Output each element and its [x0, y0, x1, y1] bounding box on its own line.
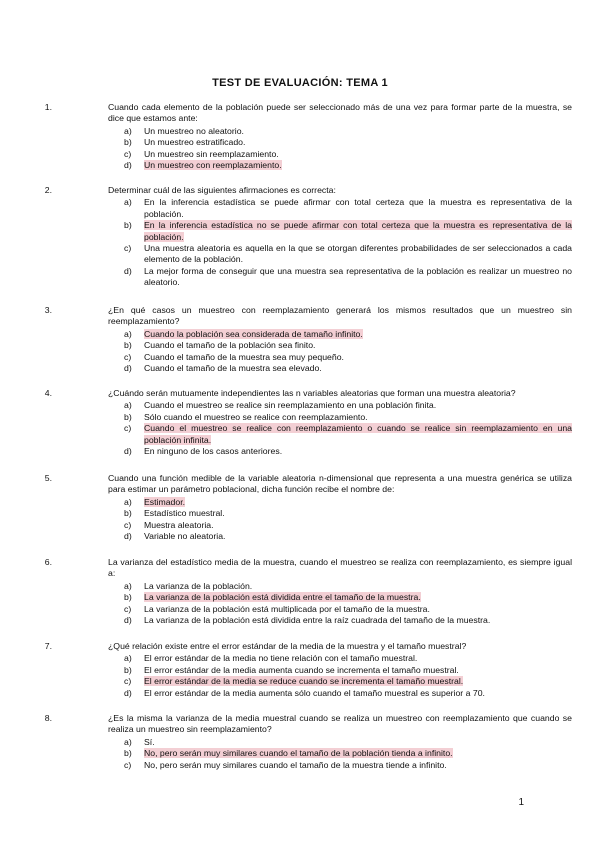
correct-answer-text: No, pero serán muy similares cuando el tamaño de la población tienda a infinito.	[144, 748, 453, 759]
option-letter: c)	[124, 676, 132, 687]
question-text: ¿Qué relación existe entre el error estándar de la media de la muestra y el tamaño muestral?	[108, 641, 467, 651]
question-number: 4.	[44, 388, 52, 398]
answer-option	[124, 329, 572, 340]
question-number: 6.	[44, 557, 52, 567]
option-text: Sí.	[144, 736, 155, 747]
option-letter: c)	[124, 423, 132, 434]
answer-option	[124, 520, 572, 531]
option-text: Sólo cuando el muestreo se realice con reemplazamiento.	[144, 411, 368, 422]
option-letter: b)	[124, 748, 132, 759]
answer-option	[124, 748, 572, 759]
option-letter: c)	[124, 759, 132, 770]
option-text: Cuando el tamaño de la muestra sea muy pequeño.	[144, 351, 344, 362]
options-list	[124, 737, 572, 771]
answer-option	[124, 653, 572, 664]
option-letter: d)	[124, 615, 132, 626]
option-letter: d)	[124, 160, 132, 171]
answer-option	[124, 400, 572, 411]
option-letter: a)	[124, 580, 132, 591]
option-letter: b)	[124, 592, 132, 603]
correct-answer-text: En la inferencia estadística no se puede afirmar con total certeza que la muestra es representativa de la población.	[144, 220, 572, 242]
option-text: En la inferencia estadística se puede afirmar con total certeza que la muestra es representativa de la población.	[144, 197, 572, 219]
answer-option	[124, 508, 572, 519]
answer-option	[124, 688, 572, 699]
option-letter: b)	[124, 137, 132, 148]
question	[44, 557, 572, 626]
question-number: 5.	[44, 473, 52, 483]
option-letter: c)	[124, 603, 132, 614]
answer-option	[124, 126, 572, 137]
option-text: Un muestreo sin reemplazamiento.	[144, 148, 279, 159]
answer-option	[124, 581, 572, 592]
answer-option	[124, 197, 572, 220]
question-number: 8.	[44, 713, 52, 723]
answer-option	[124, 160, 572, 171]
option-text: La varianza de la población está multiplicada por el tamaño de la muestra.	[144, 603, 430, 614]
answer-option	[124, 220, 572, 243]
question-text: ¿En qué casos un muestreo con reemplazamiento generará los mismos resultados que un muestreo sin reemplazamiento?	[108, 305, 572, 327]
question-number: 3.	[44, 305, 52, 315]
option-text: Un muestreo no aleatorio.	[144, 125, 244, 136]
question-text: ¿Es la misma la varianza de la media muestral cuando se realiza un muestreo con reemplazamiento que cuando se realiza un muestreo sin reemplazamiento?	[108, 713, 572, 735]
option-letter: d)	[124, 446, 132, 457]
correct-answer-text: Cuando el muestreo se realice con reemplazamiento o cuando se realice sin reemplazamiento en una población infinita.	[144, 423, 572, 445]
question-number: 7.	[44, 641, 52, 651]
answer-option	[124, 137, 572, 148]
option-text: Estadístico muestral.	[144, 508, 225, 519]
option-text: El error estándar de la media aumenta sólo cuando el tamaño muestral es superior a 70.	[144, 687, 485, 698]
question-text: Cuando una función medible de la variable aleatoria n-dimensional que representa a una muestra genérica se utiliza para estimar un parámetro poblacional, dicha función recibe el nombre de:	[108, 473, 572, 495]
question-text: La varianza del estadístico media de la muestra, cuando el muestreo se realiza con reemplazamiento, es siempre igual a:	[108, 557, 572, 579]
option-text: Cuando el muestreo se realice sin reemplazamiento en una población finita.	[144, 400, 437, 411]
answer-option	[124, 412, 572, 423]
option-letter: a)	[124, 125, 132, 136]
options-list	[124, 126, 572, 172]
correct-answer-text: La varianza de la población está dividida entre el tamaño de la muestra.	[144, 592, 421, 603]
option-text: Muestra aleatoria.	[144, 519, 214, 530]
option-letter: d)	[124, 265, 132, 276]
answer-option	[124, 352, 572, 363]
option-text: Cuando el tamaño de la población sea finito.	[144, 340, 316, 351]
answer-option	[124, 423, 572, 446]
correct-answer-text: Un muestreo con reemplazamiento.	[144, 160, 282, 171]
options-list	[124, 329, 572, 375]
question	[44, 641, 572, 699]
option-letter: a)	[124, 496, 132, 507]
question	[44, 388, 572, 457]
option-text: Cuando el tamaño de la muestra sea elevado.	[144, 363, 322, 374]
option-letter: b)	[124, 664, 132, 675]
options-list	[124, 497, 572, 543]
answer-option	[124, 592, 572, 603]
answer-option	[124, 604, 572, 615]
question	[44, 473, 572, 542]
option-letter: b)	[124, 220, 132, 231]
answer-option	[124, 615, 572, 626]
answer-option	[124, 446, 572, 457]
answer-option	[124, 737, 572, 748]
page-number: 1	[518, 797, 524, 808]
option-text: La varianza de la población.	[144, 580, 253, 591]
option-letter: a)	[124, 736, 132, 747]
question	[44, 102, 572, 171]
option-letter: b)	[124, 340, 132, 351]
option-letter: a)	[124, 400, 132, 411]
answer-option	[124, 497, 572, 508]
option-letter: b)	[124, 411, 132, 422]
answer-option	[124, 363, 572, 374]
correct-answer-text: Estimador.	[144, 496, 186, 507]
question-number: 1.	[44, 102, 52, 112]
page-title: TEST DE EVALUACIÓN: TEMA 1	[212, 77, 388, 89]
option-text: No, pero serán muy similares cuando el tamaño de la muestra tiende a infinito.	[144, 759, 447, 770]
question-text: Determinar cuál de las siguientes afirmaciones es correcta:	[108, 185, 336, 195]
option-text: La mejor forma de conseguir que una muestra sea representativa de la población es realizar un muestreo no aleatorio.	[144, 265, 572, 288]
options-list	[124, 400, 572, 457]
options-list	[124, 197, 572, 288]
option-text: En ninguno de los casos anteriores.	[144, 446, 283, 457]
option-text: Un muestreo estratificado.	[144, 137, 246, 148]
answer-option	[124, 243, 572, 266]
answer-option	[124, 531, 572, 542]
option-letter: d)	[124, 687, 132, 698]
question-number: 2.	[44, 185, 52, 195]
answer-option	[124, 340, 572, 351]
option-text: El error estándar de la media no tiene relación con el tamaño muestral.	[144, 653, 418, 664]
option-text: Una muestra aleatoria es aquella en la que se otorgan diferentes probabilidades de ser seleccionados a cada elemento de la población.	[144, 243, 572, 265]
question-text: ¿Cuándo serán mutuamente independientes las n variables aleatorias que forman una muestra aleatoria?	[108, 388, 516, 398]
answer-option	[124, 266, 572, 289]
option-letter: b)	[124, 508, 132, 519]
question-text: Cuando cada elemento de la población puede ser seleccionado más de una vez para formar parte de la muestra, se dice que estamos ante:	[108, 102, 572, 124]
option-text: Variable no aleatoria.	[144, 531, 226, 542]
correct-answer-text: El error estándar de la media se reduce cuando se incrementa el tamaño muestral.	[144, 676, 464, 687]
option-letter: c)	[124, 351, 132, 362]
options-list	[124, 581, 572, 627]
answer-option	[124, 676, 572, 687]
correct-answer-text: Cuando la población sea considerada de tamaño infinito.	[144, 328, 363, 339]
option-letter: d)	[124, 531, 132, 542]
question	[44, 185, 572, 289]
answer-option	[124, 665, 572, 676]
option-text: La varianza de la población está dividida entre la raíz cuadrada del tamaño de la muestra.	[144, 615, 491, 626]
answer-option	[124, 149, 572, 160]
option-letter: c)	[124, 519, 132, 530]
option-letter: c)	[124, 148, 132, 159]
option-text: El error estándar de la media aumenta cuando se incrementa el tamaño muestral.	[144, 664, 459, 675]
question	[44, 713, 572, 771]
option-letter: a)	[124, 197, 132, 208]
option-letter: a)	[124, 328, 132, 339]
option-letter: c)	[124, 243, 132, 254]
answer-option	[124, 760, 572, 771]
option-letter: d)	[124, 363, 132, 374]
question	[44, 305, 572, 374]
options-list	[124, 653, 572, 699]
option-letter: a)	[124, 653, 132, 664]
